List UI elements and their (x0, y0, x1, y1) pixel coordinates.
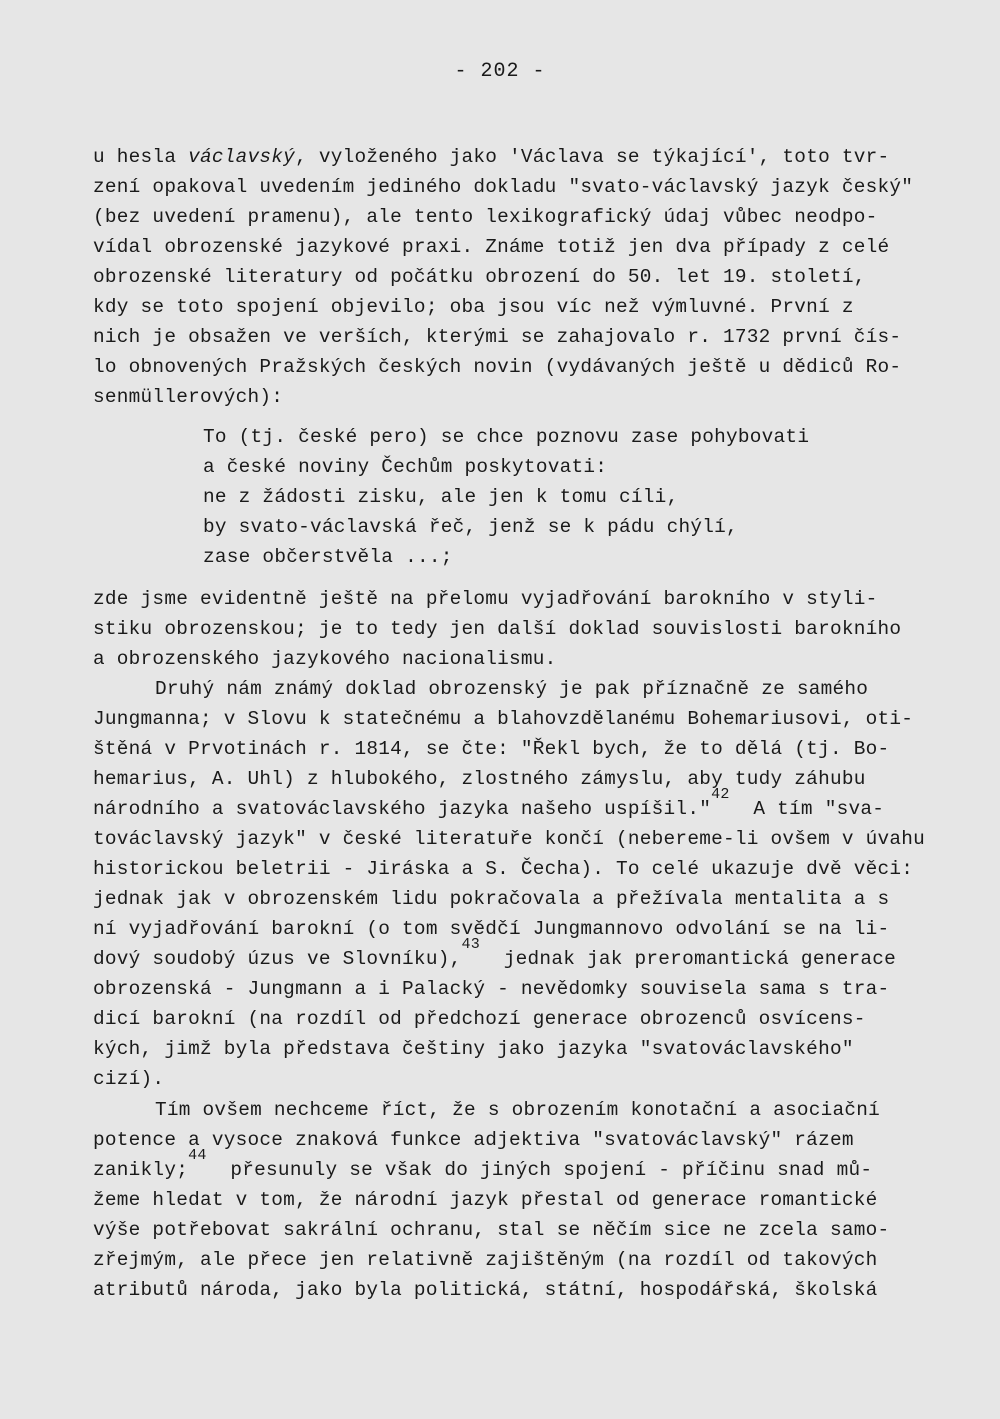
footnote-ref: 44 (188, 1147, 207, 1164)
text-line: zení opakoval uvedením jediného dokladu "svato-václavský jazyk český" (93, 176, 914, 198)
text-line: kdy se toto spojení objevilo; oba jsou víc než výmluvné. První z (93, 296, 854, 318)
text-line: cizí). (93, 1068, 165, 1090)
text-line: u hesla václavský, vyloženého jako 'Václava se týkající', toto tvr- (93, 146, 890, 168)
text-line: žeme hledat v tom, že národní jazyk přestal od generace romantické (93, 1189, 878, 1211)
text-line: historickou beletrii - Jiráska a S. Čecha). To celé ukazuje dvě věci: (93, 858, 914, 880)
verse-line: zase občerstvěla ...; (203, 546, 453, 568)
text-line: (bez uvedení pramenu), ale tento lexikografický údaj vůbec neodpo- (93, 206, 878, 228)
text-line: Jungmanna; v Slovu k statečnému a blahovzdělanému Bohemariusovi, oti- (93, 708, 914, 730)
text-line: dový soudobý úzus ve Slovníku),$^{43}$ jednak jak preromantická generace (93, 936, 897, 970)
italic-term: václavský (188, 146, 296, 168)
text-line: výše potřebovat sakrální ochranu, stal se něčím sice ne zcela samo- (93, 1219, 890, 1241)
footnote-ref: 42 (711, 786, 730, 803)
text-line: hemarius, A. Uhl) z hlubokého, zlostného zámyslu, aby tudy záhubu (93, 768, 866, 790)
text-line: zřejmým, ale přece jen relativně zajištěným (na rozdíl od takových (93, 1249, 878, 1271)
text-line: a obrozenského jazykového nacionalismu. (93, 648, 557, 670)
text-line: obrozenské literatury od počátku obrození do 50. let 19. století, (93, 266, 866, 288)
verse-line: by svato-václavská řeč, jenž se k pádu chýlí, (203, 516, 738, 538)
text-line: lo obnovených Pražských českých novin (vydávaných ještě u dědiců Ro- (93, 356, 902, 378)
text-line: potence a vysoce znaková funkce adjektiva "svatováclavský" rázem (93, 1129, 854, 1151)
page-number: - 202 - (454, 60, 546, 83)
text-line: stiku obrozenskou; je to tedy jen další doklad souvislosti barokního (93, 618, 902, 640)
paragraph-first-line: Tím ovšem nechceme říct, že s obrozením konotační a asociační (155, 1099, 881, 1121)
verse-line: ne z žádosti zisku, ale jen k tomu cíli, (203, 486, 679, 508)
text-line: ní vyjadřování barokní (o tom svědčí Jungmannovo odvolání se na li- (93, 918, 890, 940)
text-line: zde jsme evidentně ještě na přelomu vyjadřování barokního v styli- (93, 588, 878, 610)
text-line: nich je obsažen ve verších, kterými se zahajovalo r. 1732 první čís- (93, 326, 902, 348)
text-line: zanikly;$^{44}$ přesunuly se však do jiných spojení - příčinu snad mů- (93, 1147, 873, 1181)
text-line: štěná v Prvotinách r. 1814, se čte: "Řekl bych, že to dělá (tj. Bo- (93, 738, 890, 760)
text-line: vídal obrozenské jazykové praxi. Známe totiž jen dva případy z celé (93, 236, 890, 258)
text-line: továclavský jazyk" v české literatuře končí (nebereme-li ovšem v úvahu (93, 828, 926, 850)
text-line: obrozenská - Jungmann a i Palacký - nevědomky souvisela sama s tra- (93, 978, 890, 1000)
text-line: senmüllerových): (93, 386, 284, 408)
text-line: kých, jimž byla představa češtiny jako jazyka "svatováclavského" (93, 1038, 854, 1060)
verse-line: a české noviny Čechům poskytovati: (203, 456, 608, 478)
text-line: atributů národa, jako byla politická, státní, hospodářská, školská (93, 1279, 878, 1301)
paragraph-first-line: Druhý nám známý doklad obrozenský je pak příznačně ze samého (155, 678, 869, 700)
verse-line: To (tj. české pero) se chce poznovu zase pohybovati (203, 426, 810, 448)
text-line: dicí barokní (na rozdíl od předchozí generace obrozenců osvícens- (93, 1008, 866, 1030)
text-line: národního a svatováclavského jazyka našeho uspíšil."$^{42}$ A tím "sva- (93, 786, 885, 820)
text-line: jednak jak v obrozenském lidu pokračovala a přežívala mentalita a s (93, 888, 890, 910)
footnote-ref: 43 (461, 936, 480, 953)
